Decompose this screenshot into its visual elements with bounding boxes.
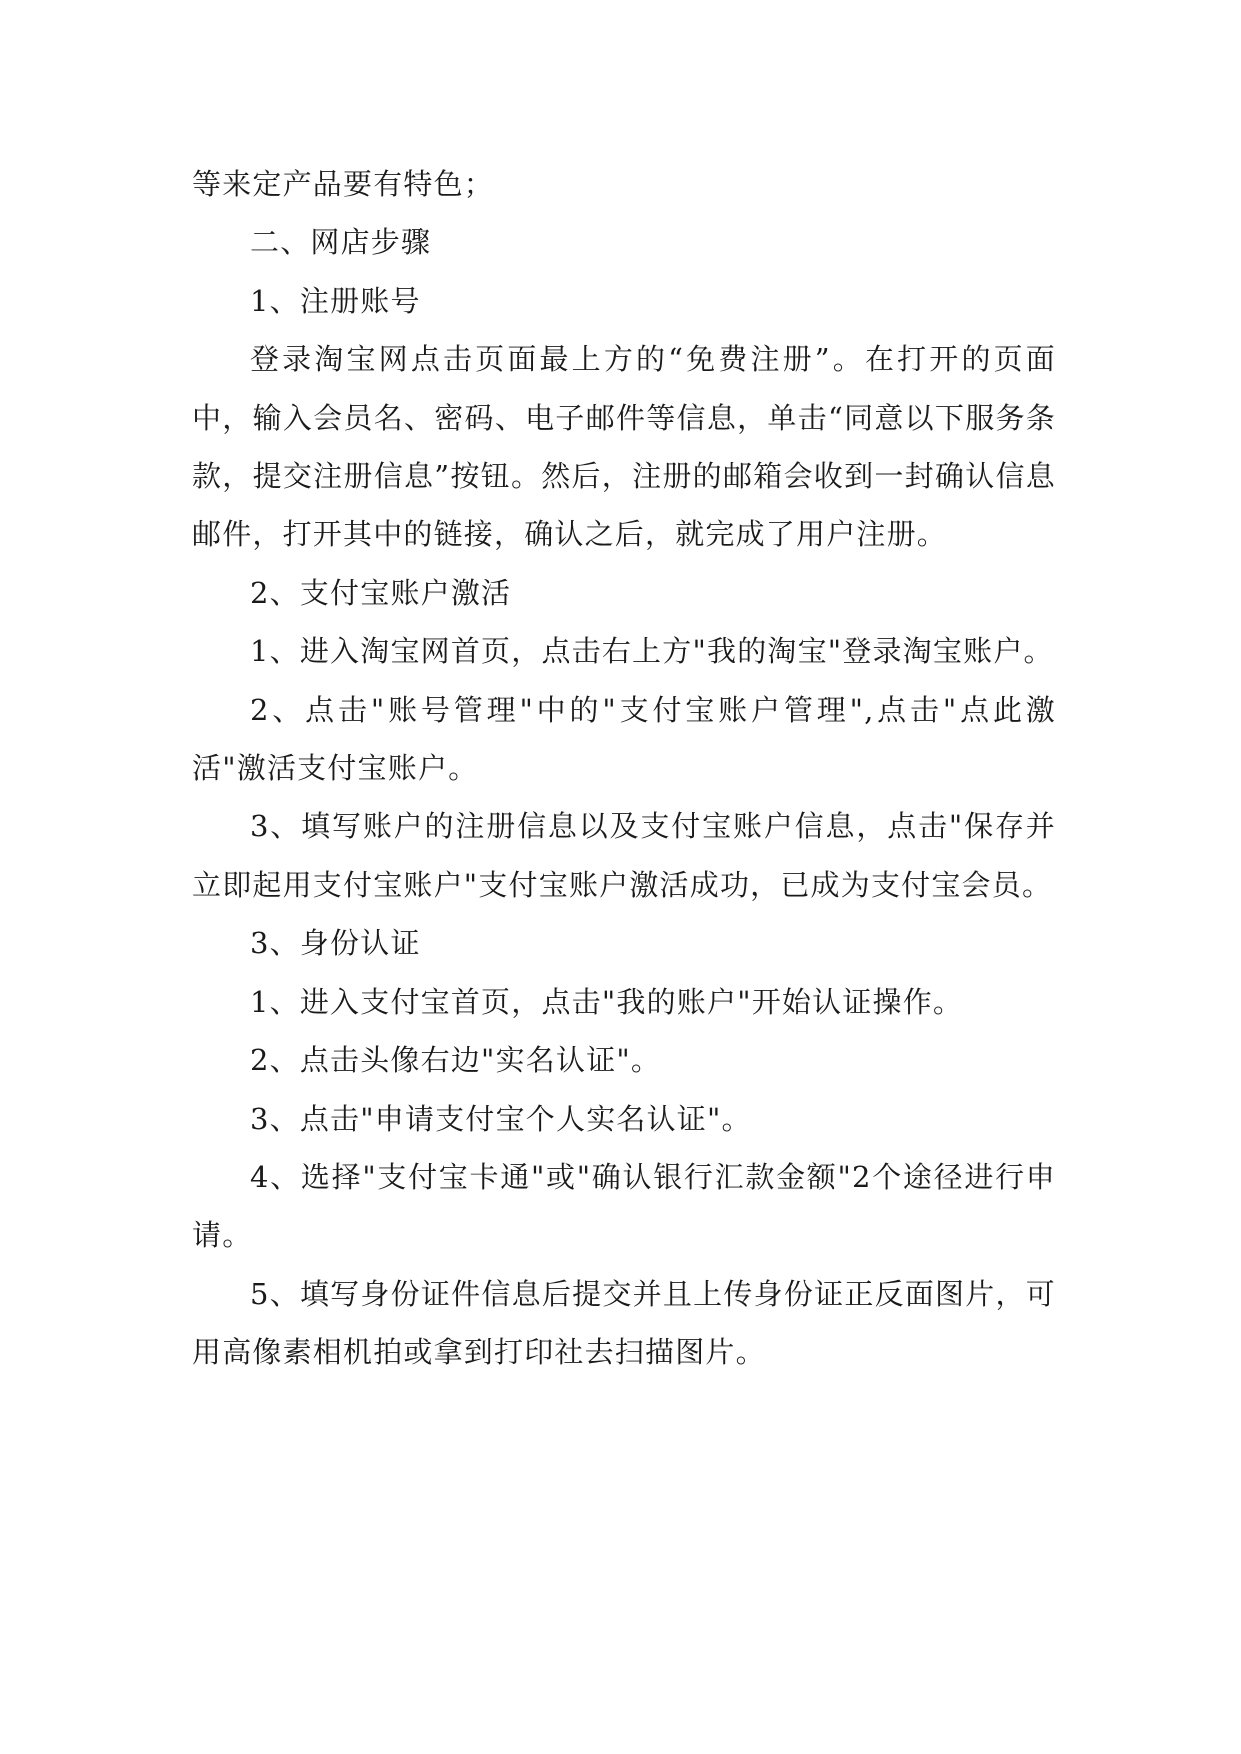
document-body: [192, 155, 1056, 1382]
subsection-heading: 1、注册账号: [250, 283, 421, 318]
subsection-heading: 3、身份认证: [250, 926, 421, 961]
list-item: 4、选择"支付宝卡通"或"确认银行汇款金额"2个途径进行申请。: [192, 1159, 1056, 1253]
list-item: 2、点击头像右边"实名认证"。: [250, 1043, 662, 1078]
paragraph: 登录淘宝网点击页面最上方的“免费注册”。在打开的页面中，输入会员名、密码、电子邮件等信息，单击“同意以下服务条款，提交注册信息”按钮。然后，注册的邮箱会收到一封确认信息邮件，打开其中的链接，确认之后，就完成了用户注册。: [192, 342, 1056, 552]
list-item: 3、点击"申请支付宝个人实名认证"。: [250, 1101, 752, 1136]
paragraph-continuation: 等来定产品要有特色；: [192, 167, 495, 201]
list-item: 1、进入淘宝网首页，点击右上方"我的淘宝"登录淘宝账户。: [250, 634, 1054, 669]
list-item: 2、点击"账号管理"中的"支付宝账户管理",点击"点此激活"激活支付宝账户。: [192, 692, 1056, 786]
list-item: 3、填写账户的注册信息以及支付宝账户信息，点击"保存并立即起用支付宝账户"支付宝账户激活成功，已成为支付宝会员。: [192, 809, 1056, 902]
section-heading: 二、网店步骤: [250, 225, 432, 260]
subsection-heading: 2、支付宝账户激活: [250, 575, 512, 610]
list-item: 1、进入支付宝首页，点击"我的账户"开始认证操作。: [250, 984, 964, 1019]
list-item: 5、填写身份证件信息后提交并且上传身份证正反面图片，可用高像素相机拍或拿到打印社去扫描图片。: [192, 1276, 1056, 1370]
